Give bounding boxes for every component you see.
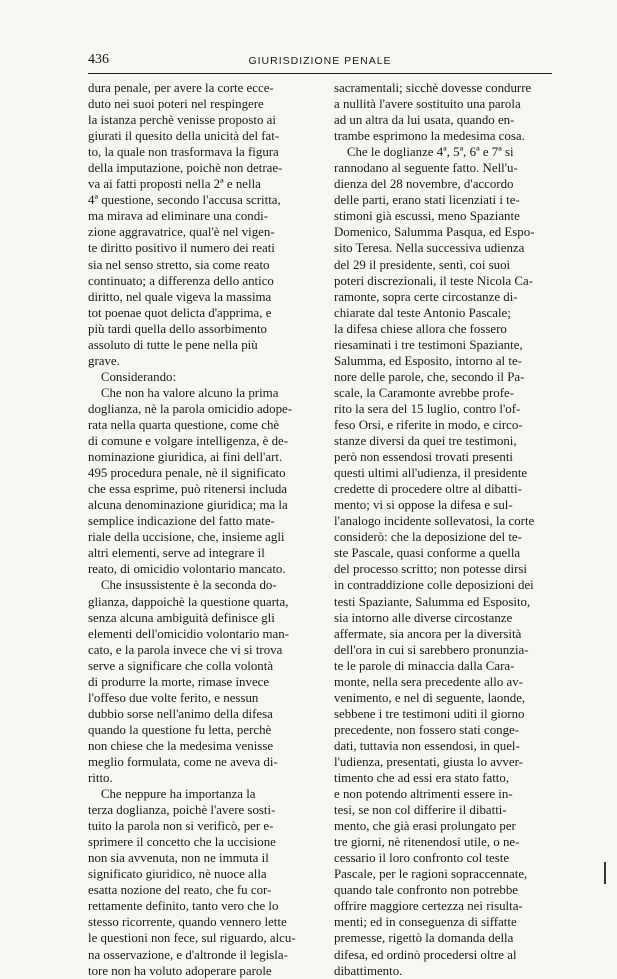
text-line: ritto.	[88, 771, 113, 786]
text-line: l'udienza, presentati, giusta lo avver-	[334, 754, 523, 769]
text-line: più tardi quella dello assorbimento	[88, 321, 267, 336]
text-line: precedente, non fossero stati conge-	[334, 722, 520, 737]
text-line: testi Spaziante, Salumma ed Esposito,	[334, 594, 531, 609]
text-line: Che le doglianze 4ª, 5ª, 6ª e 7ª si	[334, 145, 514, 160]
text-line: venimento, e nel di seguente, laonde,	[334, 690, 526, 705]
right-text-column	[334, 80, 552, 979]
text-line: trambe esprimono la medesima cosa.	[334, 129, 525, 144]
text-line: affermate, sia ancora per la diversità	[334, 626, 522, 641]
text-line: mento, che già erasi prolungato per	[334, 819, 516, 834]
text-line: feso Orsi, e riferite in modo, e circo-	[334, 417, 523, 432]
text-line: Domenico, Salumma Pasqua, ed Espo-	[334, 225, 535, 240]
running-title: GIURISDIZIONE PENALE	[248, 55, 392, 67]
text-line: 4ª questione, secondo l'accusa scritta,	[88, 193, 281, 208]
text-line: sia intorno alle diverse circostanze	[334, 610, 513, 625]
text-line: scale, la Caramonte avrebbe profe-	[334, 385, 515, 400]
text-line: ma mirava ad eliminare una condi-	[88, 209, 269, 224]
text-line: del processo scritto; non potesse dirsi	[334, 562, 527, 577]
text-line: l'offeso due volte ferito, e nessun	[88, 690, 259, 705]
text-line: l'analogo incidente sollevatosi, la corte	[334, 514, 535, 529]
text-line: Che insussistente è la seconda do-	[88, 578, 277, 593]
text-line: to, la quale non trasformava la figura	[88, 145, 279, 160]
text-line: continuato; a differenza dello antico	[88, 273, 274, 288]
text-line: monte, nella sera precedente allo av-	[334, 674, 523, 689]
text-line: riesaminati i tre testimoni Spaziante,	[334, 337, 523, 352]
text-line: credette di procedere oltre al dibatti-	[334, 482, 522, 497]
text-line: dell'ora in cui si sarebbero pronunzia-	[334, 642, 529, 657]
text-line: dienza del 28 novembre, d'accordo	[334, 177, 514, 192]
text-line: assoluto di tutte le pene nella più	[88, 337, 258, 352]
text-line: dati, tuttavia non essendosi, in quel-	[334, 738, 520, 753]
text-line: questi ultimi all'udienza, il presidente	[334, 466, 528, 481]
text-line: quando la questione fu letta, perchè	[88, 722, 272, 737]
text-line: chiarate dal teste Antonio Pascale;	[334, 305, 511, 320]
text-line: tre giorni, nè ritenendosi utile, o ne-	[334, 835, 520, 850]
text-line: la difesa chiese allora che fossero	[334, 321, 507, 336]
text-line: premesse, rigettò la domanda della	[334, 931, 514, 946]
text-line: Salumma, ed Esposito, intorno al te-	[334, 353, 522, 368]
text-line: non sia avvenuta, non ne immuta il	[88, 851, 269, 866]
text-line: e non potendo altrimenti essere in-	[334, 787, 513, 802]
text-line: zione aggravatrice, qual'è nel vigen-	[88, 225, 275, 240]
text-line: sebbene i tre testimoni uditi il giorno	[334, 706, 525, 721]
text-line: Considerando:	[88, 369, 177, 384]
text-line: della imputazione, poichè non detrae-	[88, 161, 283, 176]
text-line: altri elementi, serve ad integrare il	[88, 546, 265, 561]
text-line: le questioni non fece, sul riguardo, alcu-	[88, 931, 296, 946]
text-line: ad un altra da lui usata, quando en-	[334, 113, 515, 128]
text-line: quando tale confronto non potrebbe	[334, 883, 518, 898]
margin-mark	[604, 862, 606, 884]
page-number: 436	[88, 52, 109, 67]
text-line: considerò: che la deposizione del te-	[334, 530, 522, 545]
text-line: tuito la parola non si verificò, per e-	[88, 819, 274, 834]
text-line: rettamente definito, tanto vero che lo	[88, 899, 279, 914]
text-line: 495 procedura penale, nè il significato	[88, 466, 286, 481]
text-line: dubbio sorse nell'animo della difesa	[88, 706, 273, 721]
text-line: reato, di omicidio volontario mancato.	[88, 562, 286, 577]
left-text-column	[88, 80, 306, 979]
text-line: timento che ad essi era stato fatto,	[334, 771, 510, 786]
text-line: semplice indicazione del fatto mate-	[88, 514, 275, 529]
text-line: riale della uccisione, che, insieme agli	[88, 530, 285, 545]
text-line: tesi, se non col differire il dibatti-	[334, 803, 507, 818]
text-line: dura penale, per avere la corte ecce-	[88, 81, 274, 95]
text-line: in contraddizione colle deposizioni dei	[334, 578, 534, 593]
text-line: a nullità l'avere sostituito una parola	[334, 97, 521, 112]
text-line: serve a significare che colla volontà	[88, 658, 274, 673]
text-line: senza alcuna ambiguità definisce gli	[88, 610, 275, 625]
text-line: rito la sera del 15 luglio, contro l'of-	[334, 401, 521, 416]
text-line: significato giuridico, nè nuoce alla	[88, 867, 267, 882]
text-line: poteri discrezionali, il teste Nicola Ca-	[334, 273, 534, 288]
text-line: stanze diversi da quei tre testimoni,	[334, 434, 517, 449]
text-line: Pascale, per le ragioni sopraccennate,	[334, 867, 528, 882]
header-rule	[88, 73, 552, 74]
text-line: cessario il loro confronto col teste	[334, 851, 510, 866]
text-line: mento; vi si oppose la difesa e sul-	[334, 498, 513, 513]
text-line: esatta nozione del reato, che fu cor-	[88, 883, 272, 898]
text-line: sacramentali; sicchè dovesse condurre	[334, 81, 532, 95]
text-line: na osservazione, e d'altronde il legisla-	[88, 947, 288, 962]
text-line: sprimere il concetto che la uccisione	[88, 835, 276, 850]
text-line: di produrre la morte, rimase invece	[88, 674, 270, 689]
text-line: stimoni già escussi, meno Spaziante	[334, 209, 520, 224]
text-line: tot poenae quot delicta d'apprima, e	[88, 305, 272, 320]
text-line: ramonte, sopra certe circostanze di-	[334, 289, 518, 304]
text-line: grave.	[88, 353, 120, 368]
text-line: nore delle parole, che, secondo il Pa-	[334, 369, 525, 384]
text-line: glianza, dappoichè la questione quarta,	[88, 594, 289, 609]
text-line: nominazione giuridica, ai fini dell'art.	[88, 450, 283, 465]
text-line: rata nella quarta questione, come chè	[88, 417, 280, 432]
text-line: però non essendosi trovati presenti	[334, 450, 513, 465]
text-line: stesso ricorrente, quando vennero lette	[88, 915, 287, 930]
text-line: Che neppure ha importanza la	[88, 787, 256, 802]
text-line: Che non ha valore alcuno la prima	[88, 385, 279, 400]
text-line: te diritto positivo il numero dei reati	[88, 241, 275, 256]
text-line: doglianza, nè la parola omicidio adope-	[88, 401, 293, 416]
text-line: duto nei suoi poteri nel respingere	[88, 97, 264, 112]
text-line: ste Pascale, quasi conforme a quella	[334, 546, 521, 561]
text-line: che essa esprime, può ritenersi includa	[88, 482, 288, 497]
text-line: difesa, ed ordinò procedersi oltre al	[334, 947, 517, 962]
text-line: la istanza perchè venisse proposto ai	[88, 113, 276, 128]
text-line: menti; ed in conseguenza di siffatte	[334, 915, 517, 930]
text-line: diritto, nel quale vigeva la massima	[88, 289, 272, 304]
text-line: dibattimento.	[334, 963, 403, 978]
text-line: va ai fatti proposti nella 2ª e nella	[88, 177, 261, 192]
text-line: sia nel senso stretto, sia come reato	[88, 257, 270, 272]
text-line: cato, e la parola invece che vi si trova	[88, 642, 283, 657]
text-line: giurati il quesito della unicità del fat-	[88, 129, 280, 144]
text-line: meglio formulata, come ne aveva di-	[88, 754, 278, 769]
text-line: del 29 il presidente, sentì, coi suoi	[334, 257, 511, 272]
text-line: sito Teresa. Nella successiva udienza	[334, 241, 525, 256]
text-line: delle parti, erano stati licenziati i te-	[334, 193, 520, 208]
text-line: tore non ha voluto adoperare parole	[88, 963, 272, 978]
text-line: di comune e volgare intelligenza, è de-	[88, 434, 289, 449]
text-line: terza doglianza, poichè l'avere sosti-	[88, 803, 276, 818]
text-line: elementi dell'omicidio volontario man-	[88, 626, 290, 641]
text-line: non chiese che la medesima venisse	[88, 738, 274, 753]
page-header	[88, 52, 552, 72]
text-line: offrire maggiore certezza nei risulta-	[334, 899, 523, 914]
text-line: alcuna denominazione giuridica; ma la	[88, 498, 288, 513]
text-line: rannodano al seguente fatto. Nell'u-	[334, 161, 518, 176]
text-line: te le parole di minaccia dalla Cara-	[334, 658, 515, 673]
